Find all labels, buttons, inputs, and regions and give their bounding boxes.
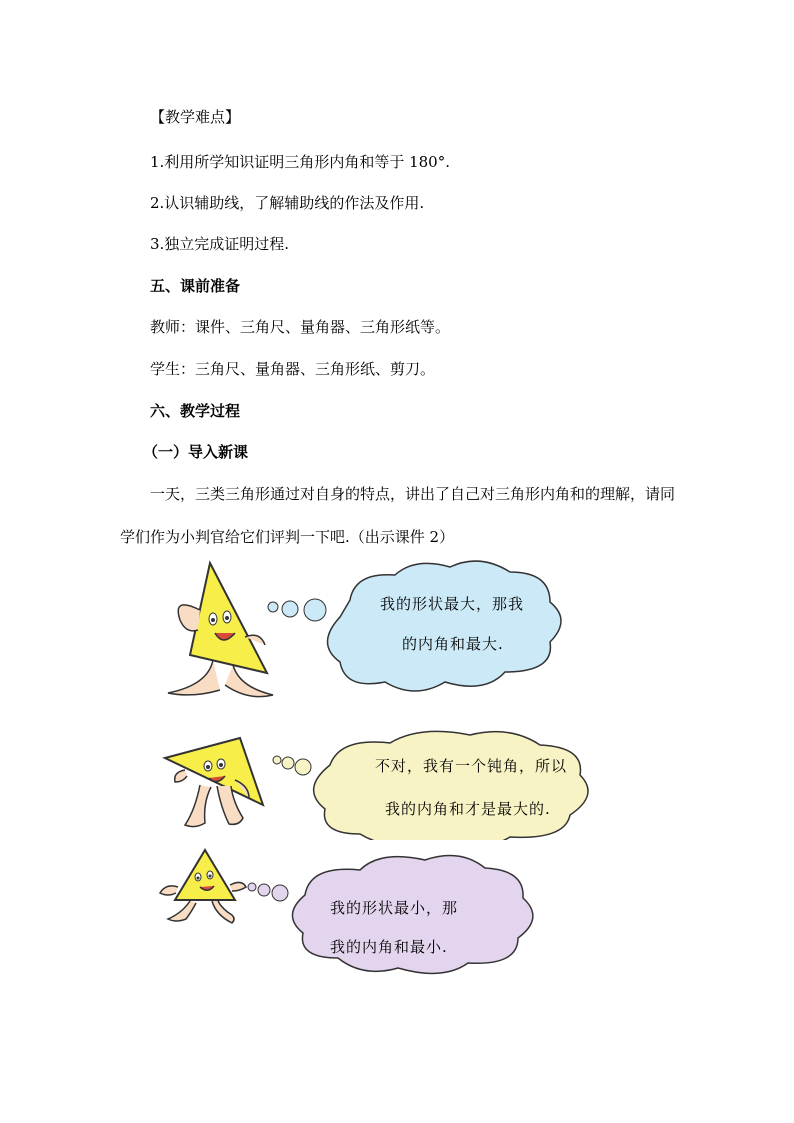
obtuse-triangle-character: [165, 738, 263, 827]
thought-dot-9: [272, 885, 288, 901]
difficulty-item-1: 1.利用所学知识证明三角形内角和等于 180°.: [150, 153, 450, 171]
speech-2-line-2: 我的内角和才是最大的.: [385, 800, 551, 818]
large-triangle-character: [168, 563, 273, 697]
scene-obtuse-triangle: [155, 730, 715, 840]
speech-3-line-1: 我的形状最小，那: [330, 899, 459, 917]
difficulty-item-3: 3.独立完成证明过程.: [150, 235, 290, 253]
prep-student: 学生：三角尺、量角器、三角形纸、剪刀。: [150, 360, 436, 378]
speech-cloud-yellow: [314, 731, 588, 840]
thought-dot-4: [273, 756, 281, 764]
process-heading: 六、教学过程: [150, 402, 241, 420]
speech-1-line-1: 我的形状最大，那我: [380, 595, 525, 613]
intro-paragraph: 一天，三类三角形通过对自身的特点，讲出了自己对三角形内角和的理解，请同学们作为小判官给它们评判一下吧.（出示课件 2）: [120, 485, 676, 546]
speech-2-line-1: 不对，我有一个钝角，所以: [375, 757, 568, 775]
speech-cloud-blue: [328, 561, 562, 691]
thought-dot-3: [304, 599, 326, 621]
thought-dot-6: [295, 759, 311, 775]
thought-dot-7: [248, 883, 256, 891]
small-triangle-character: [160, 850, 246, 923]
teaching-difficulty-heading: 【教学难点】: [150, 108, 241, 126]
thought-dot-5: [282, 757, 294, 769]
speech-3-line-2: 我的内角和最小.: [330, 938, 448, 956]
difficulty-item-2: 2.认识辅助线，了解辅助线的作法及作用.: [150, 194, 425, 212]
prep-teacher: 教师：课件、三角尺、量角器、三角形纸等。: [150, 318, 451, 336]
thought-dot-8: [258, 884, 270, 896]
speech-1-line-2: 的内角和最大.: [402, 635, 504, 653]
prep-heading: 五、课前准备: [150, 277, 241, 295]
thought-dot-1: [268, 602, 278, 612]
intro-heading: （一）导入新课: [143, 443, 249, 461]
thought-dot-2: [282, 601, 298, 617]
